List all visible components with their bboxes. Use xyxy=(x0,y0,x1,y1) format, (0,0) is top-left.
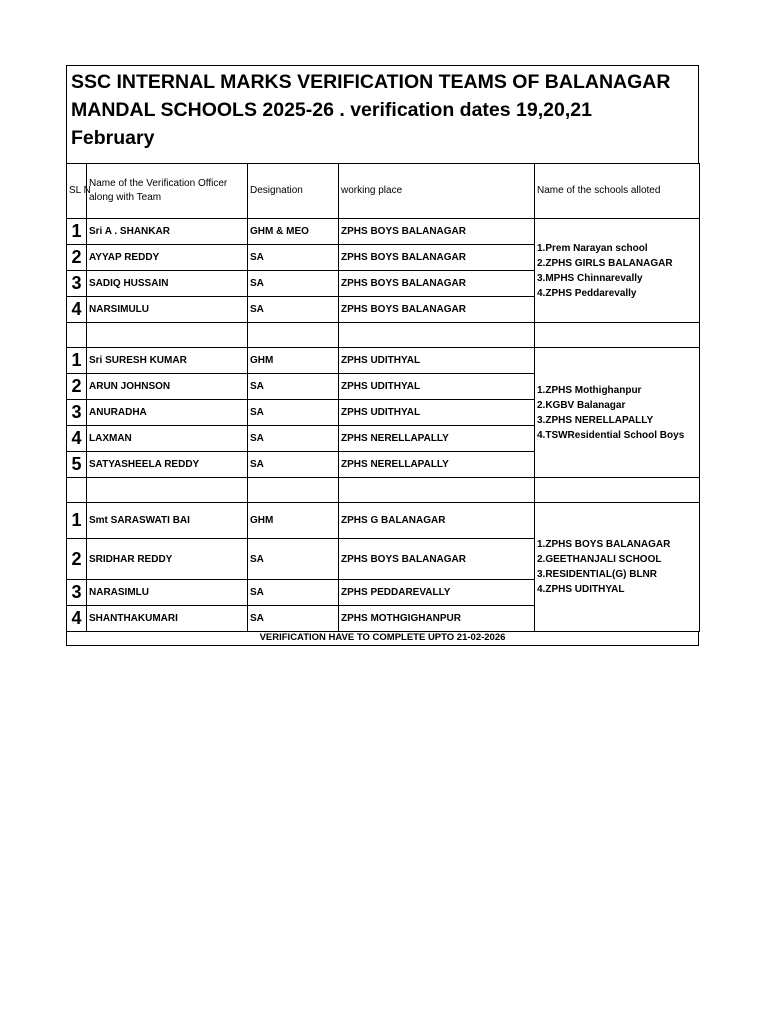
designation: GHM xyxy=(248,348,339,374)
table-header-row xyxy=(67,164,700,219)
designation: SA xyxy=(248,400,339,426)
school-item: 4.ZPHS Peddarevally xyxy=(537,287,637,299)
designation: SA xyxy=(248,606,339,632)
header-name: Name of the Verification Officer along with Team xyxy=(87,164,248,219)
officer-name: ARUN JOHNSON xyxy=(87,374,248,400)
schools-allotted xyxy=(535,219,700,323)
designation: SA xyxy=(248,245,339,271)
sl-number: 2 xyxy=(67,539,87,580)
header-schools: Name of the schools alloted xyxy=(535,164,700,219)
sl-number: 2 xyxy=(67,374,87,400)
school-item: 3.ZPHS NERELLAPALLY xyxy=(537,414,654,426)
officer-name: SRIDHAR REDDY xyxy=(87,539,248,580)
sl-number: 2 xyxy=(67,245,87,271)
officer-name: NARASIMLU xyxy=(87,580,248,606)
empty-cell xyxy=(339,323,535,348)
school-item: 3.MPHS Chinnarevally xyxy=(537,272,643,284)
sl-number: 5 xyxy=(67,452,87,478)
sl-number: 3 xyxy=(67,400,87,426)
empty-cell xyxy=(248,478,339,503)
officer-name: LAXMAN xyxy=(87,426,248,452)
working-place: ZPHS UDITHYAL xyxy=(339,348,535,374)
empty-cell xyxy=(339,478,535,503)
sl-number: 1 xyxy=(67,348,87,374)
sl-number: 4 xyxy=(67,297,87,323)
school-item: 4.TSWResidential School Boys xyxy=(537,429,685,441)
table-row xyxy=(67,348,700,374)
school-item: 4.ZPHS UDITHYAL xyxy=(537,584,625,595)
verification-sheet xyxy=(66,65,699,646)
table-row xyxy=(67,503,700,539)
school-item: 1.ZPHS BOYS BALANAGAR xyxy=(537,539,671,550)
title-line-1: SSC INTERNAL MARKS VERIFICATION TEAMS OF BALANAGAR xyxy=(71,71,671,93)
empty-cell xyxy=(67,323,87,348)
footer-note: VERIFICATION HAVE TO COMPLETE UPTO 21-02-2026 xyxy=(66,632,699,646)
working-place: ZPHS BOYS BALANAGAR xyxy=(339,245,535,271)
school-item: 2.GEETHANJALI SCHOOL xyxy=(537,554,662,565)
working-place: ZPHS UDITHYAL xyxy=(339,400,535,426)
officer-name: Sri A . SHANKAR xyxy=(87,219,248,245)
designation: SA xyxy=(248,539,339,580)
working-place: ZPHS NERELLAPALLY xyxy=(339,452,535,478)
officer-name: SHANTHAKUMARI xyxy=(87,606,248,632)
officer-name: Sri SURESH KUMAR xyxy=(87,348,248,374)
working-place: ZPHS BOYS BALANAGAR xyxy=(339,539,535,580)
working-place: ZPHS G BALANAGAR xyxy=(339,503,535,539)
empty-cell xyxy=(248,323,339,348)
school-item: 2.ZPHS GIRLS BALANAGAR xyxy=(537,257,673,269)
officer-name: Smt SARASWATI BAI xyxy=(87,503,248,539)
sl-number: 1 xyxy=(67,503,87,539)
table-row xyxy=(67,219,700,245)
empty-cell xyxy=(87,323,248,348)
empty-cell xyxy=(67,478,87,503)
sl-number: 4 xyxy=(67,606,87,632)
spacer-row xyxy=(67,478,700,503)
designation: SA xyxy=(248,374,339,400)
officer-name: AYYAP REDDY xyxy=(87,245,248,271)
working-place: ZPHS UDITHYAL xyxy=(339,374,535,400)
working-place: ZPHS NERELLAPALLY xyxy=(339,426,535,452)
schools-allotted xyxy=(535,503,700,632)
designation: SA xyxy=(248,297,339,323)
teams-table xyxy=(66,163,700,632)
designation: SA xyxy=(248,271,339,297)
spacer-row xyxy=(67,323,700,348)
header-designation: Designation xyxy=(248,164,339,219)
working-place: ZPHS PEDDAREVALLY xyxy=(339,580,535,606)
designation: GHM xyxy=(248,503,339,539)
sl-number: 4 xyxy=(67,426,87,452)
empty-cell xyxy=(535,478,700,503)
empty-cell xyxy=(87,478,248,503)
sl-number: 3 xyxy=(67,271,87,297)
table-body xyxy=(67,219,700,632)
school-item: 2.KGBV Balanagar xyxy=(537,399,626,411)
working-place: ZPHS MOTHGIGHANPUR xyxy=(339,606,535,632)
title-line-3: February xyxy=(71,127,155,149)
school-item: 1.ZPHS Mothighanpur xyxy=(537,384,642,396)
school-item: 1.Prem Narayan school xyxy=(537,242,648,254)
officer-name: SATYASHEELA REDDY xyxy=(87,452,248,478)
working-place: ZPHS BOYS BALANAGAR xyxy=(339,219,535,245)
header-working-place: working place xyxy=(339,164,535,219)
header-sl: SL N xyxy=(67,164,87,219)
designation: GHM & MEO xyxy=(248,219,339,245)
empty-cell xyxy=(535,323,700,348)
school-item: 3.RESIDENTIAL(G) BLNR xyxy=(537,569,657,580)
working-place: ZPHS BOYS BALANAGAR xyxy=(339,297,535,323)
officer-name: ANURADHA xyxy=(87,400,248,426)
title-line-2: MANDAL SCHOOLS 2025-26 . verification dates 19,20,21 xyxy=(71,99,592,121)
officer-name: NARSIMULU xyxy=(87,297,248,323)
designation: SA xyxy=(248,452,339,478)
designation: SA xyxy=(248,426,339,452)
title-box xyxy=(66,65,699,163)
sl-number: 1 xyxy=(67,219,87,245)
designation: SA xyxy=(248,580,339,606)
schools-allotted xyxy=(535,348,700,478)
working-place: ZPHS BOYS BALANAGAR xyxy=(339,271,535,297)
officer-name: SADIQ HUSSAIN xyxy=(87,271,248,297)
sl-number: 3 xyxy=(67,580,87,606)
